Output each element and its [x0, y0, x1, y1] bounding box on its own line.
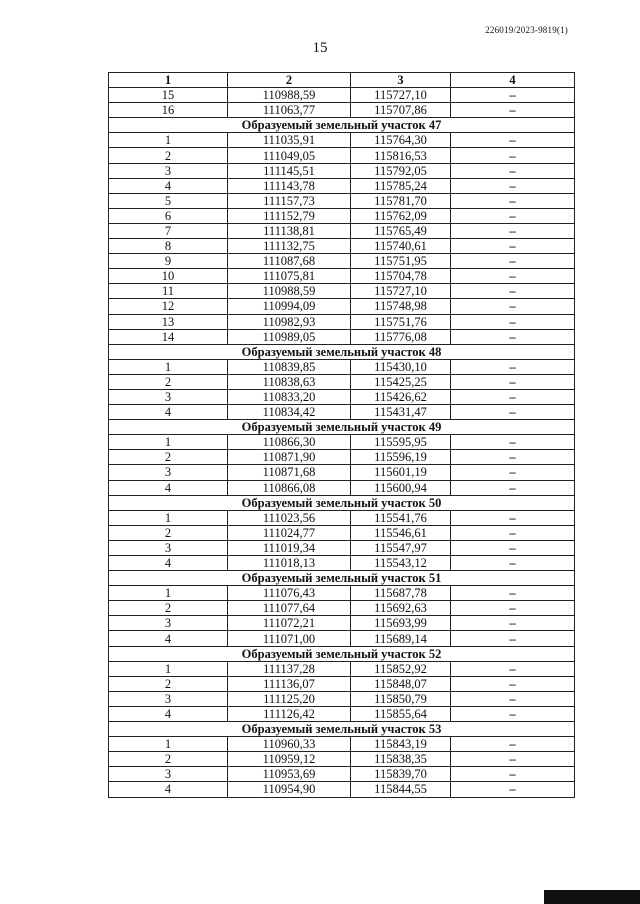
note-cell: –: [451, 525, 575, 540]
table-row: [109, 631, 575, 646]
note-cell: –: [451, 148, 575, 163]
point-number-cell: 1: [109, 133, 228, 148]
y-coordinate-cell: 115764,30: [351, 133, 451, 148]
y-coordinate-cell: 115751,76: [351, 314, 451, 329]
x-coordinate-cell: 110871,90: [228, 450, 351, 465]
table-row: [109, 450, 575, 465]
table-row: [109, 374, 575, 389]
y-coordinate-cell: 115600,94: [351, 480, 451, 495]
y-coordinate-cell: 115601,19: [351, 465, 451, 480]
y-coordinate-cell: 115852,92: [351, 661, 451, 676]
note-cell: –: [451, 706, 575, 721]
note-cell: –: [451, 374, 575, 389]
point-number-cell: 9: [109, 254, 228, 269]
table-row: [109, 480, 575, 495]
table-row: [109, 405, 575, 420]
y-coordinate-cell: 115751,95: [351, 254, 451, 269]
table-row: [109, 616, 575, 631]
y-coordinate-cell: 115762,09: [351, 208, 451, 223]
y-coordinate-cell: 115740,61: [351, 239, 451, 254]
y-coordinate-cell: 115692,63: [351, 601, 451, 616]
x-coordinate-cell: 111087,68: [228, 254, 351, 269]
x-coordinate-cell: 111024,77: [228, 525, 351, 540]
x-coordinate-cell: 110959,12: [228, 752, 351, 767]
table-row: [109, 435, 575, 450]
note-cell: –: [451, 133, 575, 148]
section-header-row: [109, 495, 575, 510]
table-body: [109, 88, 575, 797]
x-coordinate-cell: 111132,75: [228, 239, 351, 254]
note-cell: –: [451, 223, 575, 238]
y-coordinate-cell: 115765,49: [351, 223, 451, 238]
point-number-cell: 1: [109, 586, 228, 601]
y-coordinate-cell: 115543,12: [351, 556, 451, 571]
note-cell: –: [451, 767, 575, 782]
table-row: [109, 676, 575, 691]
note-cell: –: [451, 601, 575, 616]
point-number-cell: 2: [109, 752, 228, 767]
section-title: Образуемый земельный участок 51: [109, 571, 575, 586]
point-number-cell: 4: [109, 706, 228, 721]
table-row: [109, 752, 575, 767]
x-coordinate-cell: 110834,42: [228, 405, 351, 420]
note-cell: –: [451, 510, 575, 525]
table-header-row: [109, 73, 575, 88]
y-coordinate-cell: 115596,19: [351, 450, 451, 465]
y-coordinate-cell: 115693,99: [351, 616, 451, 631]
x-coordinate-cell: 111035,91: [228, 133, 351, 148]
x-coordinate-cell: 111145,51: [228, 163, 351, 178]
x-coordinate-cell: 110833,20: [228, 389, 351, 404]
table-row: [109, 691, 575, 706]
column-header-4: 4: [451, 73, 575, 88]
x-coordinate-cell: 111049,05: [228, 148, 351, 163]
note-cell: –: [451, 752, 575, 767]
table-row: [109, 661, 575, 676]
note-cell: –: [451, 269, 575, 284]
x-coordinate-cell: 110960,33: [228, 737, 351, 752]
x-coordinate-cell: 110866,30: [228, 435, 351, 450]
y-coordinate-cell: 115541,76: [351, 510, 451, 525]
point-number-cell: 13: [109, 314, 228, 329]
point-number-cell: 3: [109, 163, 228, 178]
section-title: Образуемый земельный участок 49: [109, 420, 575, 435]
column-header-2: 2: [228, 73, 351, 88]
note-cell: –: [451, 88, 575, 103]
y-coordinate-cell: 115855,64: [351, 706, 451, 721]
note-cell: –: [451, 239, 575, 254]
x-coordinate-cell: 110866,08: [228, 480, 351, 495]
table-row: [109, 389, 575, 404]
note-cell: –: [451, 676, 575, 691]
x-coordinate-cell: 111075,81: [228, 269, 351, 284]
section-title: Образуемый земельный участок 47: [109, 118, 575, 133]
section-title: Образуемый земельный участок 48: [109, 344, 575, 359]
y-coordinate-cell: 115425,25: [351, 374, 451, 389]
y-coordinate-cell: 115426,62: [351, 389, 451, 404]
table-row: [109, 767, 575, 782]
y-coordinate-cell: 115595,95: [351, 435, 451, 450]
table-row: [109, 133, 575, 148]
x-coordinate-cell: 111137,28: [228, 661, 351, 676]
point-number-cell: 15: [109, 88, 228, 103]
y-coordinate-cell: 115727,10: [351, 88, 451, 103]
x-coordinate-cell: 110871,68: [228, 465, 351, 480]
document-number: 226019/2023-9819(1): [485, 25, 568, 35]
section-title: Образуемый земельный участок 52: [109, 646, 575, 661]
table-row: [109, 556, 575, 571]
note-cell: –: [451, 329, 575, 344]
point-number-cell: 2: [109, 374, 228, 389]
note-cell: –: [451, 178, 575, 193]
table-row: [109, 329, 575, 344]
table-row: [109, 737, 575, 752]
section-header-row: [109, 571, 575, 586]
table-row: [109, 148, 575, 163]
y-coordinate-cell: 115838,35: [351, 752, 451, 767]
section-header-row: [109, 722, 575, 737]
table-row: [109, 163, 575, 178]
x-coordinate-cell: 111157,73: [228, 193, 351, 208]
table-row: [109, 284, 575, 299]
table-row: [109, 193, 575, 208]
note-cell: –: [451, 540, 575, 555]
table-row: [109, 706, 575, 721]
point-number-cell: 2: [109, 676, 228, 691]
x-coordinate-cell: 111126,42: [228, 706, 351, 721]
x-coordinate-cell: 111063,77: [228, 103, 351, 118]
y-coordinate-cell: 115430,10: [351, 359, 451, 374]
table-row: [109, 359, 575, 374]
table-row: [109, 601, 575, 616]
x-coordinate-cell: 111071,00: [228, 631, 351, 646]
y-coordinate-cell: 115844,55: [351, 782, 451, 797]
y-coordinate-cell: 115547,97: [351, 540, 451, 555]
note-cell: –: [451, 405, 575, 420]
x-coordinate-cell: 111125,20: [228, 691, 351, 706]
section-title: Образуемый земельный участок 53: [109, 722, 575, 737]
x-coordinate-cell: 110994,09: [228, 299, 351, 314]
x-coordinate-cell: 111138,81: [228, 223, 351, 238]
x-coordinate-cell: 111019,34: [228, 540, 351, 555]
point-number-cell: 4: [109, 631, 228, 646]
section-header-row: [109, 420, 575, 435]
x-coordinate-cell: 111143,78: [228, 178, 351, 193]
x-coordinate-cell: 111152,79: [228, 208, 351, 223]
note-cell: –: [451, 208, 575, 223]
table-row: [109, 178, 575, 193]
x-coordinate-cell: 111076,43: [228, 586, 351, 601]
table-row: [109, 510, 575, 525]
x-coordinate-cell: 111023,56: [228, 510, 351, 525]
note-cell: –: [451, 586, 575, 601]
x-coordinate-cell: 110982,93: [228, 314, 351, 329]
point-number-cell: 3: [109, 616, 228, 631]
point-number-cell: 3: [109, 465, 228, 480]
x-coordinate-cell: 111072,21: [228, 616, 351, 631]
y-coordinate-cell: 115689,14: [351, 631, 451, 646]
table-row: [109, 239, 575, 254]
table-row: [109, 540, 575, 555]
x-coordinate-cell: 111136,07: [228, 676, 351, 691]
point-number-cell: 1: [109, 359, 228, 374]
y-coordinate-cell: 115727,10: [351, 284, 451, 299]
point-number-cell: 5: [109, 193, 228, 208]
note-cell: –: [451, 389, 575, 404]
x-coordinate-cell: 110953,69: [228, 767, 351, 782]
section-header-row: [109, 344, 575, 359]
point-number-cell: 16: [109, 103, 228, 118]
point-number-cell: 6: [109, 208, 228, 223]
table-row: [109, 465, 575, 480]
point-number-cell: 3: [109, 389, 228, 404]
point-number-cell: 3: [109, 540, 228, 555]
footer-bar: [544, 890, 640, 904]
note-cell: –: [451, 465, 575, 480]
note-cell: –: [451, 359, 575, 374]
point-number-cell: 1: [109, 435, 228, 450]
point-number-cell: 4: [109, 556, 228, 571]
point-number-cell: 4: [109, 782, 228, 797]
y-coordinate-cell: 115776,08: [351, 329, 451, 344]
note-cell: –: [451, 450, 575, 465]
note-cell: –: [451, 616, 575, 631]
y-coordinate-cell: 115816,53: [351, 148, 451, 163]
y-coordinate-cell: 115785,24: [351, 178, 451, 193]
note-cell: –: [451, 435, 575, 450]
section-header-row: [109, 118, 575, 133]
table-row: [109, 525, 575, 540]
table-row: [109, 254, 575, 269]
table-row: [109, 269, 575, 284]
table-row: [109, 299, 575, 314]
point-number-cell: 3: [109, 691, 228, 706]
y-coordinate-cell: 115839,70: [351, 767, 451, 782]
y-coordinate-cell: 115781,70: [351, 193, 451, 208]
point-number-cell: 1: [109, 737, 228, 752]
table-row: [109, 208, 575, 223]
point-number-cell: 4: [109, 480, 228, 495]
coordinates-table: [108, 72, 575, 798]
point-number-cell: 2: [109, 450, 228, 465]
x-coordinate-cell: 110988,59: [228, 284, 351, 299]
x-coordinate-cell: 110838,63: [228, 374, 351, 389]
x-coordinate-cell: 110954,90: [228, 782, 351, 797]
note-cell: –: [451, 103, 575, 118]
table-row: [109, 223, 575, 238]
y-coordinate-cell: 115704,78: [351, 269, 451, 284]
point-number-cell: 2: [109, 601, 228, 616]
y-coordinate-cell: 115848,07: [351, 676, 451, 691]
column-header-1: 1: [109, 73, 228, 88]
table-row: [109, 88, 575, 103]
table-row: [109, 314, 575, 329]
point-number-cell: 2: [109, 525, 228, 540]
y-coordinate-cell: 115687,78: [351, 586, 451, 601]
note-cell: –: [451, 284, 575, 299]
note-cell: –: [451, 782, 575, 797]
note-cell: –: [451, 299, 575, 314]
point-number-cell: 4: [109, 405, 228, 420]
x-coordinate-cell: 111018,13: [228, 556, 351, 571]
y-coordinate-cell: 115843,19: [351, 737, 451, 752]
point-number-cell: 2: [109, 148, 228, 163]
section-title: Образуемый земельный участок 50: [109, 495, 575, 510]
note-cell: –: [451, 661, 575, 676]
table-row: [109, 782, 575, 797]
note-cell: –: [451, 314, 575, 329]
y-coordinate-cell: 115748,98: [351, 299, 451, 314]
note-cell: –: [451, 737, 575, 752]
point-number-cell: 3: [109, 767, 228, 782]
note-cell: –: [451, 631, 575, 646]
y-coordinate-cell: 115431,47: [351, 405, 451, 420]
y-coordinate-cell: 115546,61: [351, 525, 451, 540]
y-coordinate-cell: 115850,79: [351, 691, 451, 706]
note-cell: –: [451, 254, 575, 269]
column-header-3: 3: [351, 73, 451, 88]
section-header-row: [109, 646, 575, 661]
note-cell: –: [451, 480, 575, 495]
note-cell: –: [451, 193, 575, 208]
note-cell: –: [451, 556, 575, 571]
point-number-cell: 11: [109, 284, 228, 299]
x-coordinate-cell: 110989,05: [228, 329, 351, 344]
x-coordinate-cell: 110988,59: [228, 88, 351, 103]
point-number-cell: 1: [109, 661, 228, 676]
x-coordinate-cell: 111077,64: [228, 601, 351, 616]
point-number-cell: 1: [109, 510, 228, 525]
y-coordinate-cell: 115792,05: [351, 163, 451, 178]
y-coordinate-cell: 115707,86: [351, 103, 451, 118]
point-number-cell: 14: [109, 329, 228, 344]
table-row: [109, 586, 575, 601]
point-number-cell: 12: [109, 299, 228, 314]
page-number: 15: [312, 40, 328, 56]
point-number-cell: 7: [109, 223, 228, 238]
point-number-cell: 4: [109, 178, 228, 193]
x-coordinate-cell: 110839,85: [228, 359, 351, 374]
table-row: [109, 103, 575, 118]
note-cell: –: [451, 691, 575, 706]
note-cell: –: [451, 163, 575, 178]
point-number-cell: 10: [109, 269, 228, 284]
point-number-cell: 8: [109, 239, 228, 254]
